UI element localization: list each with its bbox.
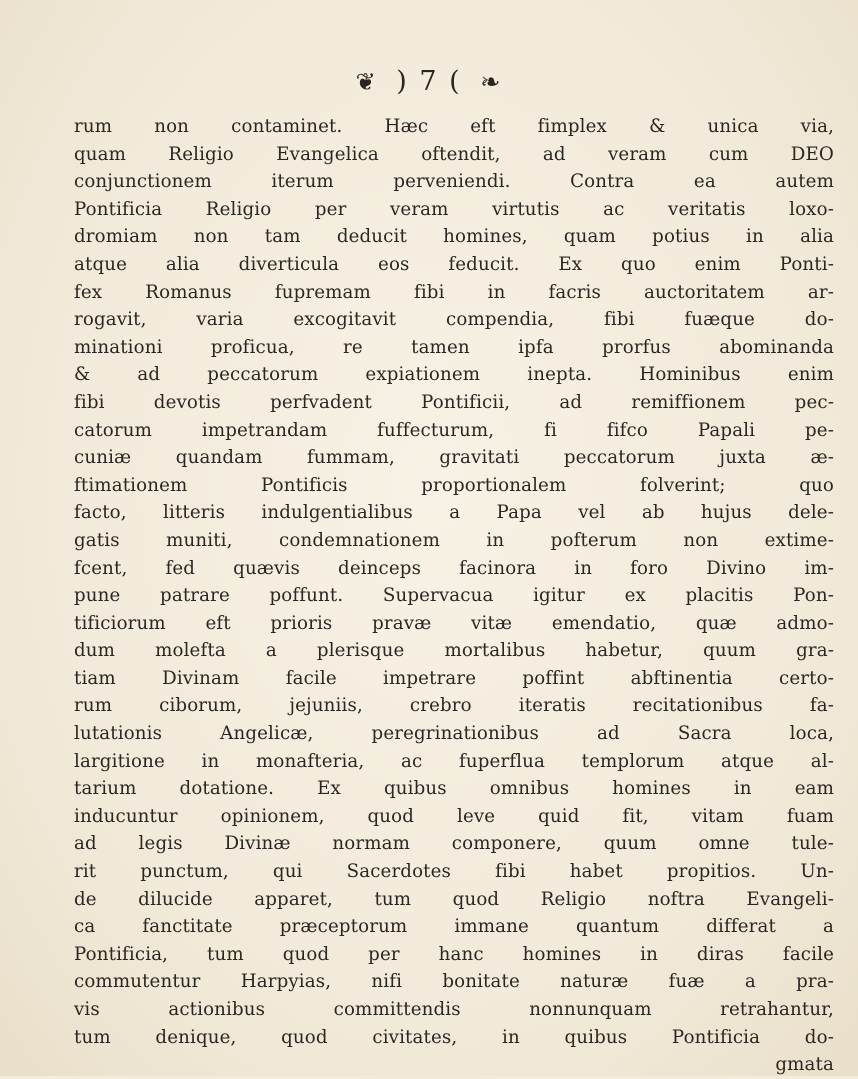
catchword: gmata <box>775 1054 834 1076</box>
text-line: de dilucide apparet, tum quod Religio noftra Evangeli- <box>74 888 834 910</box>
text-line: largitione in monafteria, ac fuperflua templorum atque al- <box>74 750 834 772</box>
text-line: dum molefta a plerisque mortalibus habetur, quum gra- <box>74 640 834 662</box>
text-line: quam Religio Evangelica oftendit, ad veram cum DEO <box>74 143 834 165</box>
text-line: cuniæ quandam fummam, gravitati peccatorum juxta æ- <box>74 447 834 469</box>
text-line: fibi devotis perfvadent Pontificii, ad remiffionem pec- <box>74 391 834 413</box>
left-ornament-icon: ❦ <box>355 68 378 96</box>
text-line: tificiorum eft prioris pravæ vitæ emendatio, quæ admo- <box>74 612 834 634</box>
body-text <box>74 113 834 1079</box>
text-line: atque alia diverticula eos feducit. Ex quo enim Ponti- <box>74 253 834 275</box>
text-line: vis actionibus committendis nonnunquam retrahantur, <box>74 999 834 1020</box>
text-line: tum denique, quod civitates, in quibus Pontificia do- <box>74 1026 834 1048</box>
text-line: fex Romanus fupremam fibi in facris auctoritatem ar- <box>74 281 834 303</box>
text-line: conjunctionem iterum perveniendi. Contra ea autem <box>74 171 834 193</box>
text-line: dromiam non tam deducit homines, quam potius in alia <box>74 226 834 248</box>
page-number: ) 7 ( <box>396 66 462 97</box>
text-line: tiam Divinam facile impetrare poffint abftinentia certo- <box>74 667 834 689</box>
text-line: fcent, fed quævis deinceps facinora in foro Divino im- <box>74 557 834 579</box>
right-ornament-icon: ❧ <box>480 68 503 96</box>
text-line: rum non contaminet. Hæc eft fimplex & unica via, <box>74 116 834 137</box>
text-line: ca fanctitate præceptorum immane quantum differat a <box>74 916 834 938</box>
text-line: & ad peccatorum expiationem inepta. Hominibus enim <box>74 364 834 386</box>
text-line: rit punctum, qui Sacerdotes fibi habet propitios. Un- <box>74 861 834 883</box>
text-line: catorum impetrandam fuffecturum, fi fifco Papali pe- <box>74 419 834 441</box>
text-line: rogavit, varia excogitavit compendia, fibi fuæque do- <box>74 309 834 331</box>
text-line: gatis muniti, condemnationem in pofterum non extime- <box>74 529 834 551</box>
text-line: tarium dotatione. Ex quibus omnibus homines in eam <box>74 778 834 800</box>
text-line: ftimationem Pontificis proportionalem folverint; quo <box>74 474 834 496</box>
page-header <box>0 66 858 97</box>
text-line: pune patrare poffunt. Supervacua igitur ex placitis Pon- <box>74 585 834 607</box>
text-line: inducuntur opinionem, quod leve quid fit, vitam fuam <box>74 805 834 827</box>
text-line: rum ciborum, jejuniis, crebro iteratis recitationibus fa- <box>74 695 834 717</box>
text-line: Pontificia Religio per veram virtutis ac veritatis loxo- <box>74 198 834 220</box>
text-line: facto, litteris indulgentialibus a Papa vel ab hujus dele- <box>74 502 834 524</box>
text-line: Pontificia, tum quod per hanc homines in diras facile <box>74 943 834 965</box>
text-line: commutentur Harpyias, nifi bonitate naturæ fuæ a pra- <box>74 971 834 993</box>
text-line: ad legis Divinæ normam componere, quum omne tule- <box>74 833 834 855</box>
text-line: minationi proficua, re tamen ipfa prorfus abominanda <box>74 336 834 358</box>
text-line: lutationis Angelicæ, peregrinationibus ad Sacra loca, <box>74 723 834 745</box>
